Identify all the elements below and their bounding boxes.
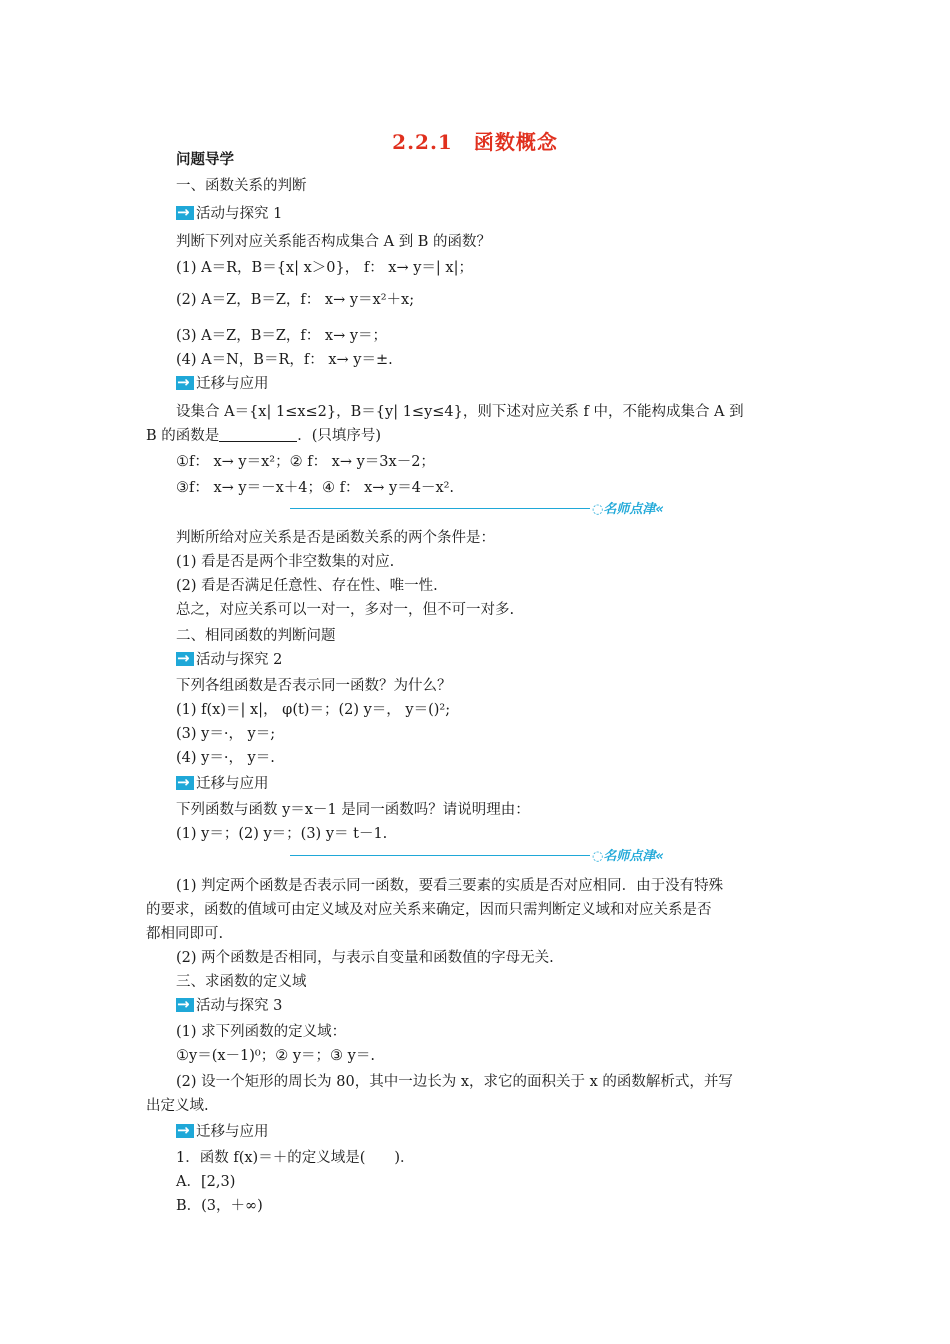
exercise-2: 下列函数与函数 y＝x－1 是同一函数吗？请说明理由： [176,802,530,818]
divider-2 [290,855,590,856]
question-3-2-line-1: (2) 设一个矩形的周长为 80，其中一边长为 x，求它的面积关于 x 的函数解析式，并写 [176,1074,733,1090]
question-3-1-items: ①y＝(x－1)⁰；② y＝；③ y＝. [176,1048,375,1064]
item-2-3: (4) y＝·， y＝. [176,750,275,766]
exercise-3-1: 1．函数 f(x)＝＋的定义域是( )． [176,1150,415,1166]
item-1-1: (1) A＝R，B＝{x| x＞0}， f： x→ y＝| x|； [176,260,473,276]
tip-tag-2: ◌名师点津« [592,849,664,864]
note-1-item-3: 总之，对应关系可以一对一，多对一，但不可一对多. [176,602,515,618]
tip-tag-1-label: 名师点津 [603,502,656,517]
heading-3: 三、求函数的定义域 [176,974,307,990]
option-a: A．[2,3) [176,1174,236,1190]
options-1: ①f： x→ y＝x²；② f： x→ y＝3x－2； [176,454,435,470]
transfer-2-label: 迁移与应用 [196,776,269,792]
activity-2-label: 活动与探究 2 [196,652,283,668]
note-1-item-2: (2) 看是否满足任意性、存在性、唯一性. [176,578,438,594]
exercise-1-line-2 [146,426,786,446]
divider-1 [290,508,590,509]
transfer-2 [176,774,816,794]
heading-1: 一、函数关系的判断 [176,178,307,194]
arrow-icon [176,652,194,666]
tip-tag-2-label: 名师点津 [603,849,656,864]
tip-tag-1: ◌名师点津« [592,502,664,517]
activity-1-label: 活动与探究 1 [196,206,283,222]
heading-2: 二、相同函数的判断问题 [176,628,336,644]
arrow-icon [176,376,194,390]
transfer-1-label: 迁移与应用 [196,376,269,392]
section-header: 问题导学 [176,152,234,168]
item-2-2: (3) y＝·， y＝; [176,726,276,742]
note-1-item-1: (1) 看是否是两个非空数集的对应. [176,554,395,570]
transfer-3-label: 迁移与应用 [196,1124,269,1140]
question-2: 下列各组函数是否表示同一函数？为什么？ [176,678,452,694]
arrow-icon [176,1124,194,1138]
page-title: 2.2.1 函数概念 [392,130,558,154]
options-2: ③f： x→ y＝－x＋4；④ f： x→ y＝4－x². [176,480,455,496]
option-b: B．(3，＋∞) [176,1198,263,1214]
exercise-1-suffix: ．(只填序号) [297,428,382,444]
item-1-2: (2) A＝Z，B＝Z，f： x→ y＝x²＋x; [176,292,415,308]
item-1-3: (3) A＝Z，B＝Z，f： x→ y＝； [176,328,388,344]
transfer-1 [176,374,816,394]
note-2-item-2: (2) 两个函数是否相同，与表示自变量和函数值的字母无关. [176,950,554,966]
exercise-2-items: (1) y＝；(2) y＝；(3) y＝ t－1. [176,826,388,842]
arrow-icon [176,206,194,220]
question-3-2-line-2: 出定义域. [146,1098,209,1114]
exercise-1-line-1: 设集合 A＝{x| 1≤x≤2}，B＝{y| 1≤y≤4}，则下述对应关系 f 中，不能构成集合 A 到 [176,404,744,420]
note-2-line-2: 的要求，函数的值域可由定义域及对应关系来确定，因而只需判断定义域和对应关系是否 [146,902,712,918]
item-2-1: (1) f(x)＝| x|， φ(t)＝；(2) y＝， y＝()²; [176,702,451,718]
item-1-4: (4) A＝N，B＝R，f： x→ y＝±. [176,352,393,368]
activity-1 [176,204,816,224]
activity-2 [176,650,816,670]
question-1: 判断下列对应关系能否构成集合 A 到 B 的函数？ [176,234,492,250]
note-2-line-3: 都相同即可. [146,926,224,942]
arrow-icon [176,776,194,790]
transfer-3 [176,1122,816,1142]
note-2-line-1: (1) 判定两个函数是否表示同一函数，要看三要素的实质是否对应相同．由于没有特殊 [176,878,724,894]
answer-blank[interactable] [219,427,297,442]
arrow-icon [176,998,194,1012]
activity-3 [176,996,816,1016]
question-3-1: (1) 求下列函数的定义域： [176,1024,347,1040]
note-1-title: 判断所给对应关系是否是函数关系的两个条件是： [176,530,495,546]
exercise-1-prefix: B 的函数是 [146,428,220,444]
activity-3-label: 活动与探究 3 [196,998,283,1014]
